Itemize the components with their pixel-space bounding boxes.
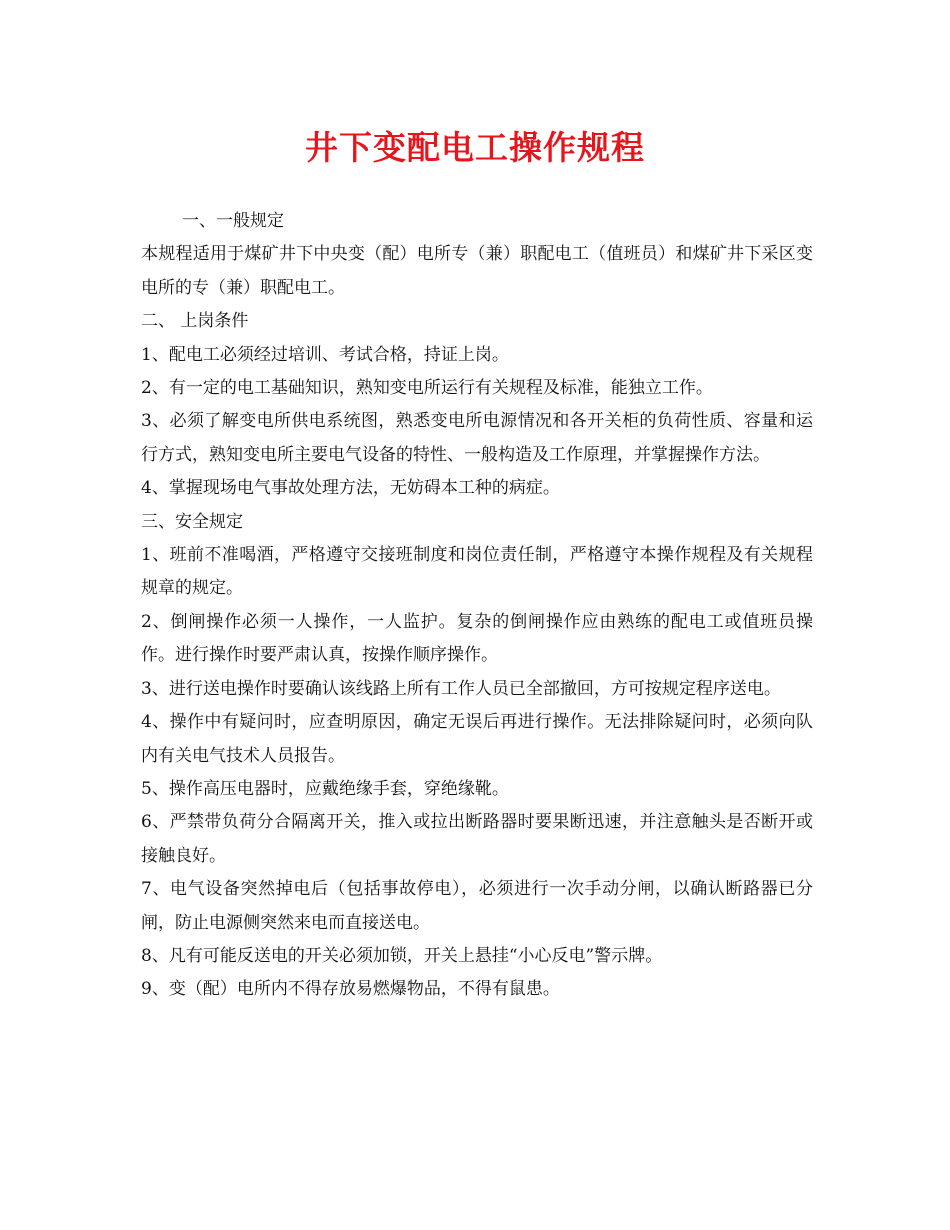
section-heading-qualifications: 二、 上岗条件 xyxy=(141,311,249,332)
paragraph-item: 5、操作高压电器时，应戴绝缘手套，穿绝缘靴。 xyxy=(141,778,509,799)
document-body xyxy=(141,205,813,1007)
document-title: 井下变配电工操作规程 xyxy=(305,128,645,167)
paragraph-item: 4、操作中有疑问时，应查明原因，确定无误后再进行操作。无法排除疑问时，必须向队内有关电气技术人员报告。 xyxy=(141,712,813,766)
paragraph-scope: 本规程适用于煤矿井下中央变（配）电所专（兼）职配电工（值班员）和煤矿井下采区变电所的专（兼）职配电工。 xyxy=(141,244,813,298)
paragraph-item: 2、有一定的电工基础知识，熟知变电所运行有关规程及标准，能独立工作。 xyxy=(141,378,713,399)
paragraph-item: 1、班前不准喝酒，严格遵守交接班制度和岗位责任制，严格遵守本操作规程及有关规程规章的规定。 xyxy=(141,545,813,599)
paragraph-item: 8、凡有可能反送电的开关必须加锁，开关上悬挂“小心反电”警示牌。 xyxy=(141,945,663,966)
paragraph-item: 3、必须了解变电所供电系统图，熟悉变电所电源情况和各开关柜的负荷性质、容量和运行方式，熟知变电所主要电气设备的特性、一般构造及工作原理，并掌握操作方法。 xyxy=(141,411,813,465)
paragraph-item: 3、进行送电操作时要确认该线路上所有工作人员已全部撤回，方可按规定程序送电。 xyxy=(141,678,781,699)
section-heading-safety: 三、安全规定 xyxy=(141,511,243,532)
paragraph-item: 1、配电工必须经过培训、考试合格，持证上岗。 xyxy=(141,344,509,365)
paragraph-item: 2、倒闸操作必须一人操作，一人监护。复杂的倒闸操作应由熟练的配电工或值班员操作。进行操作时要严肃认真，按操作顺序操作。 xyxy=(141,611,813,666)
section-heading-general: 一、一般规定 xyxy=(182,211,284,231)
paragraph-item: 9、变（配）电所内不得存放易燃爆物品，不得有鼠患。 xyxy=(141,979,560,1000)
paragraph-item: 6、严禁带负荷分合隔离开关，推入或拉出断路器时要果断迅速，并注意触头是否断开或接触良好。 xyxy=(141,812,813,866)
paragraph-item: 7、电气设备突然掉电后（包括事故停电），必须进行一次手动分闸，以确认断路器已分闸，防止电源侧突然来电而直接送电。 xyxy=(141,879,813,933)
paragraph-item: 4、掌握现场电气事故处理方法，无妨碍本工种的病症。 xyxy=(141,478,560,499)
